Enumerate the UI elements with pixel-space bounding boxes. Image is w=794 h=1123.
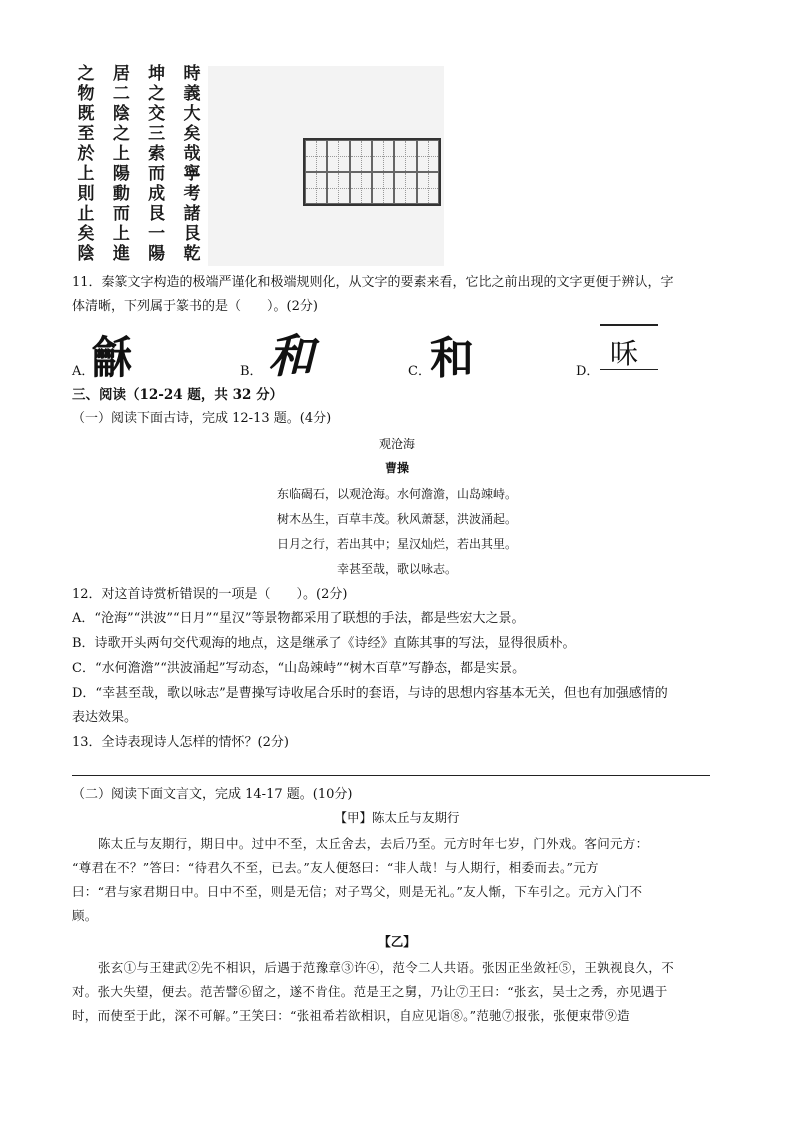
calligraphy-char: 動 (112, 184, 130, 204)
calligraphy-column (109, 64, 133, 264)
calligraphy-char: 坤 (148, 64, 166, 84)
calligraphy-char: 陽 (112, 164, 130, 184)
writing-grid (303, 138, 441, 206)
part1-intro: （一）阅读下面古诗，完成 12-13 题。(4分) (72, 411, 332, 426)
q11-stem-line1: 11．秦篆文字构造的极端严谨化和极端规则化，从文字的要素来看，它比之前出现的文字更便于辨认，字 (72, 275, 674, 290)
q11-option-d-glyph: 咊 (610, 337, 639, 370)
q13-stem: 13．全诗表现诗人怎样的情怀？(2分) (72, 735, 289, 750)
calligraphy-char: 之 (112, 124, 130, 144)
calligraphy-column (145, 64, 169, 264)
q11-option-a-glyph: 龢 (92, 331, 132, 384)
calligraphy-char: 陽 (148, 244, 166, 264)
part2-intro: （二）阅读下面文言文，完成 14-17 题。(10分) (72, 787, 353, 802)
yi-line: 对。张大失望，便去。范苦譬⑥留之，遂不肯住。范是王之舅，乃让⑦王曰：“张玄，吴士之秀，亦见遇于 (72, 984, 668, 999)
q12-option-d-line2: 表达效果。 (72, 710, 138, 725)
jia-line: 顾。 (72, 908, 98, 923)
jia-title: 【甲】陈太丘与友期行 (334, 810, 460, 825)
calligraphy-char: 而 (112, 204, 130, 224)
yi-title: 【乙】 (378, 934, 416, 949)
q12-option-c: C．“水何澹澹”“洪波涌起”写动态，“山岛竦峙”“树木百草”写静态，都是实景。 (72, 661, 526, 676)
calligraphy-image (74, 64, 204, 264)
poem-line: 东临碣石，以观沧海。水何澹澹，山岛竦峙。 (276, 487, 517, 501)
calligraphy-char: 之 (77, 64, 95, 84)
poem-title: 观沧海 (378, 437, 415, 451)
calligraphy-char: 寧 (183, 164, 201, 184)
calligraphy-char: 時 (183, 64, 201, 84)
calligraphy-char: 上 (77, 164, 95, 184)
calligraphy-char: 考 (183, 184, 201, 204)
calligraphy-char: 矣 (77, 224, 95, 244)
calligraphy-char: 一 (148, 224, 166, 244)
calligraphy-char: 三 (148, 124, 166, 144)
yi-line: 时，而使至于此，深不可解。”王笑曰：“张祖希若欲相识，自应见诣⑧。”范驰⑦报张，张便束带⑨造 (72, 1008, 630, 1023)
calligraphy-char: 上 (112, 144, 130, 164)
calligraphy-char: 則 (77, 184, 95, 204)
calligraphy-char: 而 (148, 164, 166, 184)
poem-author: 曹操 (384, 461, 409, 475)
calligraphy-char: 矣 (183, 124, 201, 144)
calligraphy-char: 陰 (112, 104, 130, 124)
calligraphy-char: 成 (148, 184, 166, 204)
calligraphy-char: 大 (183, 104, 201, 124)
calligraphy-char: 進 (112, 244, 130, 264)
yi-line: 张玄①与王建武②先不相识，后遇于范豫章③许④，范令二人共语。张因正坐敛衽⑤，王孰视良久，不 (98, 960, 675, 975)
calligraphy-char: 既 (77, 104, 95, 124)
poem-line: 树木丛生，百草丰茂。秋风萧瑟，洪波涌起。 (276, 512, 517, 526)
calligraphy-char: 二 (112, 84, 130, 104)
poem-line: 日月之行，若出其中；星汉灿烂，若出其里。 (276, 537, 517, 551)
calligraphy-char: 於 (77, 144, 95, 164)
calligraphy-char: 止 (77, 204, 95, 224)
calligraphy-char: 艮 (148, 204, 166, 224)
calligraphy-char: 物 (77, 84, 95, 104)
q11-option-d-frame (600, 324, 658, 370)
jia-line: 曰：“君与家君期日中。日中不至，则是无信；对子骂父，则是无礼。”友人惭，下车引之。元方入门不 (72, 884, 643, 899)
jia-line: 陈太丘与友期行，期日中。过中不至，太丘舍去，去后乃至。元方时年七岁，门外戏。客问元方： (98, 836, 649, 851)
calligraphy-char: 上 (112, 224, 130, 244)
calligraphy-char: 諸 (183, 204, 201, 224)
q11-option-b-glyph: 和 (268, 329, 314, 383)
calligraphy-char: 交 (148, 104, 166, 124)
answer-line (72, 775, 710, 776)
q11-stem-line2: 体清晰，下列属于篆书的是（ ）。(2分) (72, 299, 318, 314)
calligraphy-column (74, 64, 98, 264)
q12-option-d-line1: D．“幸甚至哉，歌以咏志”是曹操写诗收尾合乐时的套语，与诗的思想内容基本无关，但也有加强感情的 (72, 686, 668, 701)
q11-option-a-label: A． (72, 364, 95, 379)
calligraphy-char: 艮 (183, 224, 201, 244)
q11-option-d-label: D． (576, 364, 600, 379)
calligraphy-char: 乾 (183, 244, 201, 264)
q11-option-b-label: B． (240, 364, 263, 379)
q11-option-c-glyph: 和 (430, 333, 480, 384)
poem-line: 幸甚至哉，歌以咏志。 (336, 562, 457, 576)
calligraphy-char: 索 (148, 144, 166, 164)
q12-stem: 12．对这首诗赏析错误的一项是（ ）。(2分) (72, 587, 348, 602)
calligraphy-char: 陰 (77, 244, 95, 264)
q12-option-a: A．“沧海”“洪波”“日月”“星汉”等景物都采用了联想的手法，都是些宏大之景。 (72, 611, 525, 626)
calligraphy-char: 之 (148, 84, 166, 104)
q11-option-c-label: C． (408, 364, 431, 379)
jia-line: “尊君在不？”答曰：“待君久不至，已去。”友人便怒曰：“非人哉！与人期行，相委而去。”元方 (72, 860, 599, 875)
calligraphy-char: 居 (112, 64, 130, 84)
calligraphy-column (180, 64, 204, 264)
q12-option-b: B．诗歌开头两句交代观海的地点，这是继承了《诗经》直陈其事的写法，显得很质朴。 (72, 636, 576, 651)
calligraphy-char: 義 (183, 84, 201, 104)
calligraphy-char: 哉 (183, 144, 201, 164)
section-title: 三、阅读（12-24 题，共 32 分） (72, 387, 284, 403)
calligraphy-char: 至 (77, 124, 95, 144)
